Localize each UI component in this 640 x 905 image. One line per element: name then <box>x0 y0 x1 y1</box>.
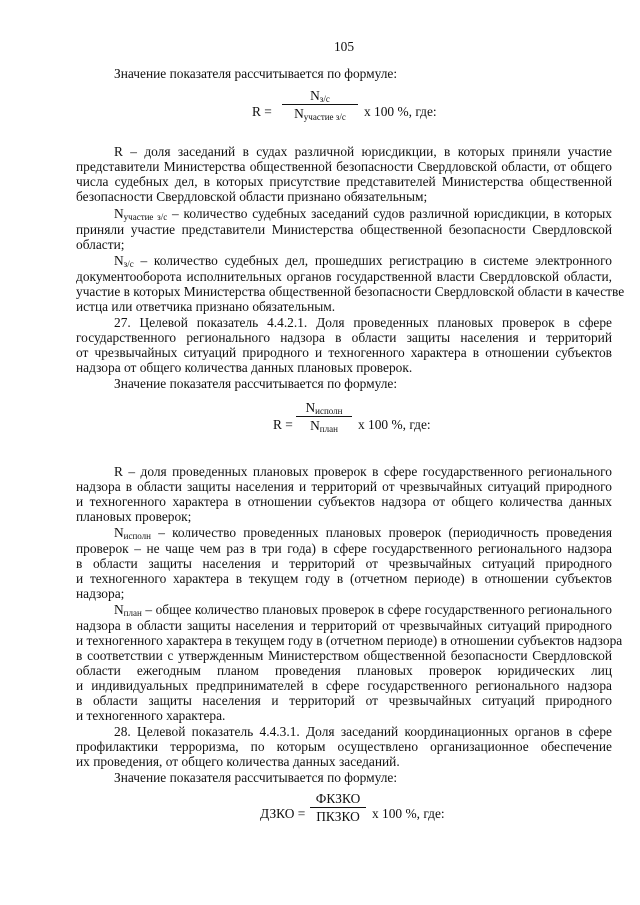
formula-3-numerator: ФКЗКО <box>315 791 361 806</box>
formula-intro-1: Значение показателя рассчитывается по формуле: <box>114 66 398 81</box>
formula-3-lhs: ДЗКО = <box>260 806 306 821</box>
formula-intro-2: Значение показателя рассчитывается по формуле: <box>114 376 398 391</box>
formula-3-denominator: ПКЗКО <box>316 809 360 825</box>
formula-1-numerator: $N_{з/с}$ <box>310 88 330 104</box>
formula-2-lhs: R = <box>273 417 293 432</box>
fraction-bar <box>296 416 352 417</box>
fraction-bar <box>282 104 358 105</box>
formula-1-lhs: R = <box>252 104 272 119</box>
fraction-bar <box>310 807 366 808</box>
formula-intro-3: Значение показателя рассчитывается по формуле: <box>114 770 398 785</box>
formula-2-numerator: $N_{исполн}$ <box>305 400 343 416</box>
formula-3-fraction <box>310 791 366 824</box>
formula-2-fraction <box>296 400 352 433</box>
formula-2-tail: x 100 %, где: <box>358 417 431 432</box>
formula-1-fraction <box>282 88 358 121</box>
formula-1-denominator: $N_{участие з/с}$ <box>294 106 346 123</box>
formula-1-tail: x 100 %, где: <box>364 104 437 119</box>
page-number: 105 <box>333 39 355 54</box>
formula-2-denominator: $N_{план}$ <box>310 418 338 435</box>
formula-3-tail: x 100 %, где: <box>372 806 445 821</box>
